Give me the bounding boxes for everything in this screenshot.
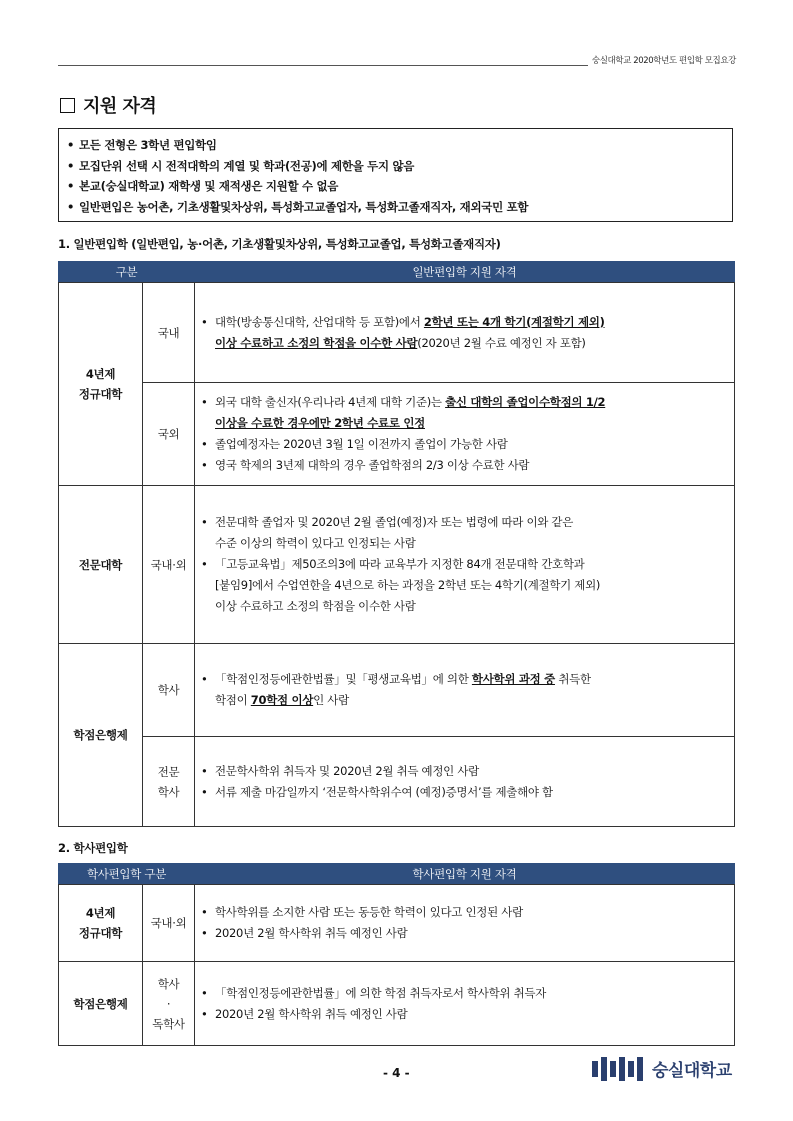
bachelor-transfer-table <box>58 863 735 1046</box>
category-junior-college: 전문대학 <box>59 486 143 644</box>
section-title <box>60 92 156 118</box>
category-credit-bank: 학점은행제 <box>59 644 143 827</box>
category-credit-bank: 학점은행제 <box>59 962 143 1046</box>
foreign-qualification: • 외국 대학 출신자(우리나라 4년제 대학 기준)는 출신 대학의 졸업이수학점의 1/2 이상을 수료한 경우에만 2학년 수료로 인정 • 졸업예정자는 2020년 3월 1일 이전까지 졸업이 가능한 사람 • 영국 학제의 3년제 대학의 경우 졸업학점의 2/3 이상 수료한 사람 <box>195 383 735 486</box>
category-4yr: 4년제 정규대학 <box>59 283 143 486</box>
summary-item: • 본교(숭실대학교) 재학생 및 재적생은 지원할 수 없음 <box>67 179 339 193</box>
checkbox-square-icon <box>60 98 75 113</box>
4yr-qualification: • 학사학위를 소지한 사람 또는 동등한 학력이 있다고 인정된 사람 • 2020년 2월 학사학위 취득 예정인 사람 <box>195 885 735 962</box>
logo-text: 숭실대학교 <box>652 1061 732 1081</box>
sub-bachelor: 학사 <box>143 644 195 737</box>
bachelor-transfer-title: 2. 학사편입학 <box>58 841 128 855</box>
sub-junior: 국내·외 <box>143 486 195 644</box>
sub-bachelor-self: 학사 · 독학사 <box>143 962 195 1046</box>
domestic-qualification: • 대학(방송통신대학, 산업대학 등 포함)에서 2학년 또는 4개 학기(계절학기 제외) 이상 수료하고 소정의 학점을 이수한 사람(2020년 2월 수료 예정인 자 포함) <box>195 283 735 383</box>
credit-bank-qualification: • 「학점인정등에관한법률」에 의한 학점 취득자로서 학사학위 취득자 • 2020년 2월 학사학위 취득 예정인 사람 <box>195 962 735 1046</box>
sub-domestic-foreign: 국내·외 <box>143 885 195 962</box>
summary-item: • 모든 전형은 3학년 편입학임 <box>67 138 217 152</box>
table-header-category: 학사편입학 구분 <box>59 864 195 885</box>
associate-qualification: • 전문학사학위 취득자 및 2020년 2월 취득 예정인 사람 • 서류 제출 마감일까지 ‘전문학사학위수여 (예정)증명서’를 제출해야 함 <box>195 737 735 827</box>
summary-box <box>58 128 733 222</box>
junior-qualification: • 전문대학 졸업자 및 2020년 2월 졸업(예정)자 또는 법령에 따라 이와 같은 수준 이상의 학력이 있다고 인정되는 사람 • 「고등교육법」제50조의3에 따라 교육부가 지정한 84개 전문대학 간호학과 [붙임9]에서 수업연한을 4년으로 하는 과정을 2학년 또는 4학기(계절학기 제외) 이상 수료하고 소정의 학점을 이수한 사람 <box>195 486 735 644</box>
category-4yr: 4년제 정규대학 <box>59 885 143 962</box>
university-logo <box>592 1056 732 1081</box>
table-header-qualification: 학사편입학 지원 자격 <box>195 864 735 885</box>
table-header-category: 구분 <box>59 262 195 283</box>
section-title-text: 지원 자격 <box>83 96 157 117</box>
sub-associate: 전문 학사 <box>143 737 195 827</box>
sub-domestic: 국내 <box>143 283 195 383</box>
header-text: 숭실대학교 2020학년도 편입학 모집요강 <box>588 54 736 66</box>
table-header-qualification: 일반편입학 지원 자격 <box>195 262 735 283</box>
bachelor-qualification: • 「학점인정등에관한법률」및「평생교육법」에 의한 학사학위 과정 중 취득한 학점이 70학점 이상인 사람 <box>195 644 735 737</box>
summary-item: • 모집단위 선택 시 전적대학의 계열 및 학과(전공)에 제한을 두지 않음 <box>67 158 415 173</box>
summary-item: • 일반편입은 농어촌, 기초생활및차상위, 특성화고교졸업자, 특성화고졸재직자, 재외국민 포함 <box>67 199 529 214</box>
page-number: - 4 - <box>383 1066 410 1080</box>
general-transfer-title: 1. 일반편입학 (일반편입, 농·어촌, 기초생활및차상위, 특성화고교졸업, 특성화고졸재직자) <box>58 237 501 251</box>
general-transfer-table <box>58 261 735 827</box>
soongsil-logo-icon <box>592 1057 646 1081</box>
sub-foreign: 국외 <box>143 383 195 486</box>
